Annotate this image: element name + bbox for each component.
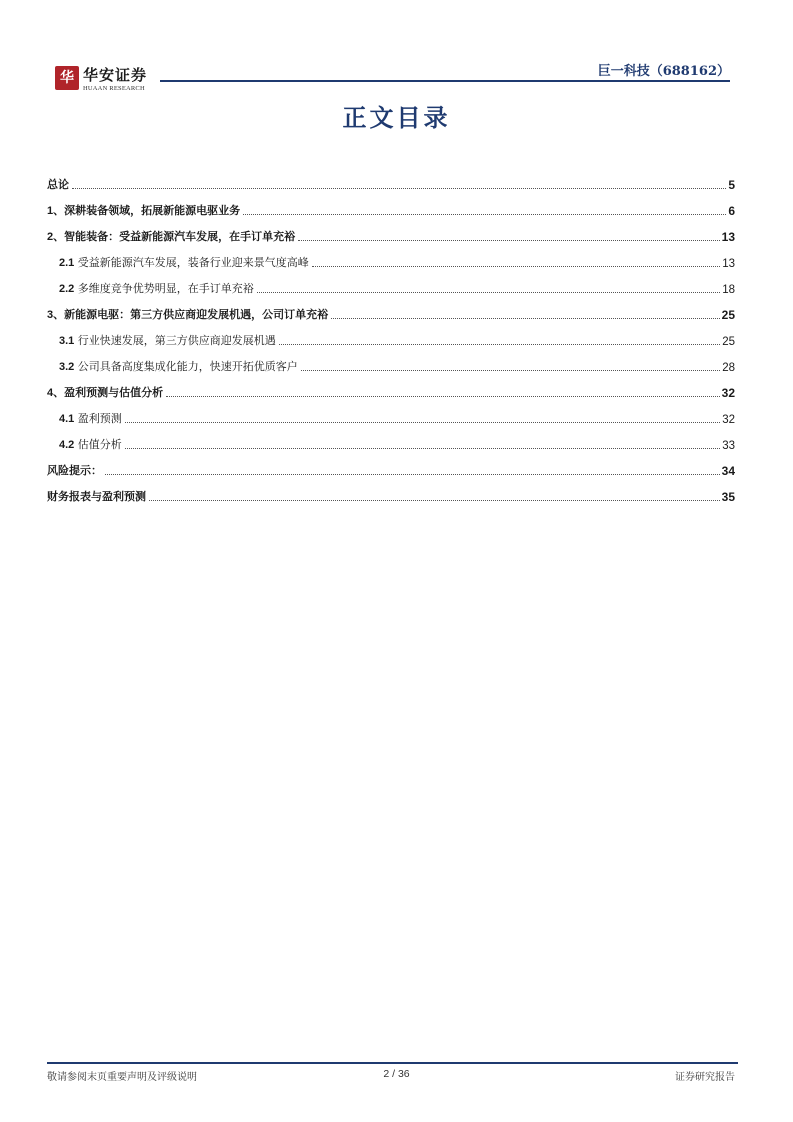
toc-entry-label: 盈利预测 [74, 412, 122, 425]
toc-entry[interactable] [47, 220, 735, 246]
toc-entry-title [47, 202, 240, 220]
toc-entry-page: 35 [721, 490, 735, 504]
toc-leader-dots [125, 447, 720, 449]
toc-leader-dots [301, 369, 720, 371]
toc-entry-title [59, 254, 309, 272]
toc-entry-page: 32 [722, 414, 735, 426]
toc-leader-dots [257, 291, 720, 293]
toc-entry-number: 4.1 [59, 413, 75, 425]
toc-entry-label: 总论 [47, 178, 69, 191]
toc-entry-title [59, 410, 122, 428]
huaan-logo [55, 66, 155, 96]
toc-entry-page: 34 [721, 464, 735, 478]
toc-entry-title [47, 306, 328, 324]
toc-entry-number: 3.1 [59, 335, 75, 347]
toc-entry-page: 13 [722, 258, 735, 270]
logo-english-name: HUAAN RESEARCH [83, 85, 145, 92]
page-title: 正文目录 [342, 103, 451, 132]
toc-entry-title [47, 228, 295, 246]
toc-entry-number: 3、 [47, 309, 65, 321]
toc-entry-title [59, 358, 298, 376]
logo-chinese-name: 华安证券 [83, 66, 148, 84]
toc-entry-page: 32 [721, 386, 735, 400]
table-of-contents [47, 168, 735, 506]
toc-leader-dots [149, 499, 720, 501]
toc-entry-title [59, 280, 254, 298]
toc-leader-dots [105, 473, 720, 475]
toc-entry-label: 风险提示： [47, 464, 102, 477]
header-company: 巨一科技（688162） [597, 64, 730, 79]
toc-leader-dots [298, 239, 720, 241]
toc-entry-page: 25 [722, 336, 735, 348]
toc-entry-title [47, 176, 69, 194]
toc-entry[interactable] [47, 402, 735, 428]
toc-entry-title [59, 332, 276, 350]
toc-entry[interactable] [47, 428, 735, 454]
toc-entry-label: 行业快速发展，第三方供应商迎发展机遇 [74, 334, 276, 347]
toc-entry-label: 估值分析 [74, 438, 122, 451]
toc-entry-label: 财务报表与盈利预测 [47, 490, 146, 503]
toc-entry-label: 新能源电驱：第三方供应商迎发展机遇，公司订单充裕 [64, 308, 329, 321]
toc-entry[interactable] [47, 272, 735, 298]
toc-entry-number: 2、 [47, 231, 65, 243]
toc-entry-page: 33 [722, 440, 735, 452]
toc-leader-dots [166, 395, 720, 397]
toc-entry-title [47, 384, 163, 402]
toc-entry[interactable] [47, 298, 735, 324]
toc-entry[interactable] [47, 194, 735, 220]
toc-entry-title [47, 488, 146, 506]
toc-entry-label: 多维度竞争优势明显，在手订单充裕 [74, 282, 254, 295]
toc-entry-page: 25 [721, 308, 735, 322]
toc-entry-number: 3.2 [59, 361, 75, 373]
toc-entry-page: 18 [722, 284, 735, 296]
footer-disclaimer: 敬请参阅末页重要声明及评级说明 [47, 1072, 197, 1083]
toc-leader-dots [279, 343, 720, 345]
logo-seal-icon: 华 [55, 66, 79, 90]
toc-entry-label: 公司具备高度集成化能力，快速开拓优质客户 [74, 360, 298, 373]
footer-page-number: 2 / 36 [383, 1068, 410, 1080]
toc-entry-title [47, 462, 102, 480]
toc-entry-label: 智能装备：受益新能源汽车发展，在手订单充裕 [64, 230, 296, 243]
toc-leader-dots [125, 421, 720, 423]
toc-entry-page: 28 [722, 362, 735, 374]
toc-leader-dots [72, 187, 726, 189]
toc-leader-dots [312, 265, 720, 267]
header-divider [160, 80, 730, 82]
toc-entry-page: 13 [721, 230, 735, 244]
toc-entry-number: 2.1 [59, 257, 75, 269]
toc-leader-dots [243, 213, 726, 215]
toc-entry-title [59, 436, 122, 454]
toc-entry-page: 5 [728, 178, 735, 192]
toc-leader-dots [331, 317, 720, 319]
toc-entry-number: 4、 [47, 387, 65, 399]
toc-entry[interactable] [47, 376, 735, 402]
toc-entry[interactable] [47, 454, 735, 480]
toc-entry-number: 4.2 [59, 439, 75, 451]
toc-entry-page: 6 [728, 204, 735, 218]
toc-entry-label: 深耕装备领域，拓展新能源电驱业务 [64, 204, 241, 217]
toc-entry[interactable] [47, 168, 735, 194]
toc-entry[interactable] [47, 480, 735, 506]
toc-entry[interactable] [47, 350, 735, 376]
toc-entry-label: 盈利预测与估值分析 [64, 386, 164, 399]
footer-divider [47, 1062, 738, 1064]
toc-entry-label: 受益新能源汽车发展，装备行业迎来景气度高峰 [74, 256, 309, 269]
toc-entry-number: 1、 [47, 205, 65, 217]
footer-report-type: 证券研究报告 [675, 1072, 735, 1083]
toc-entry[interactable] [47, 324, 735, 350]
toc-entry-number: 2.2 [59, 283, 75, 295]
toc-entry[interactable] [47, 246, 735, 272]
